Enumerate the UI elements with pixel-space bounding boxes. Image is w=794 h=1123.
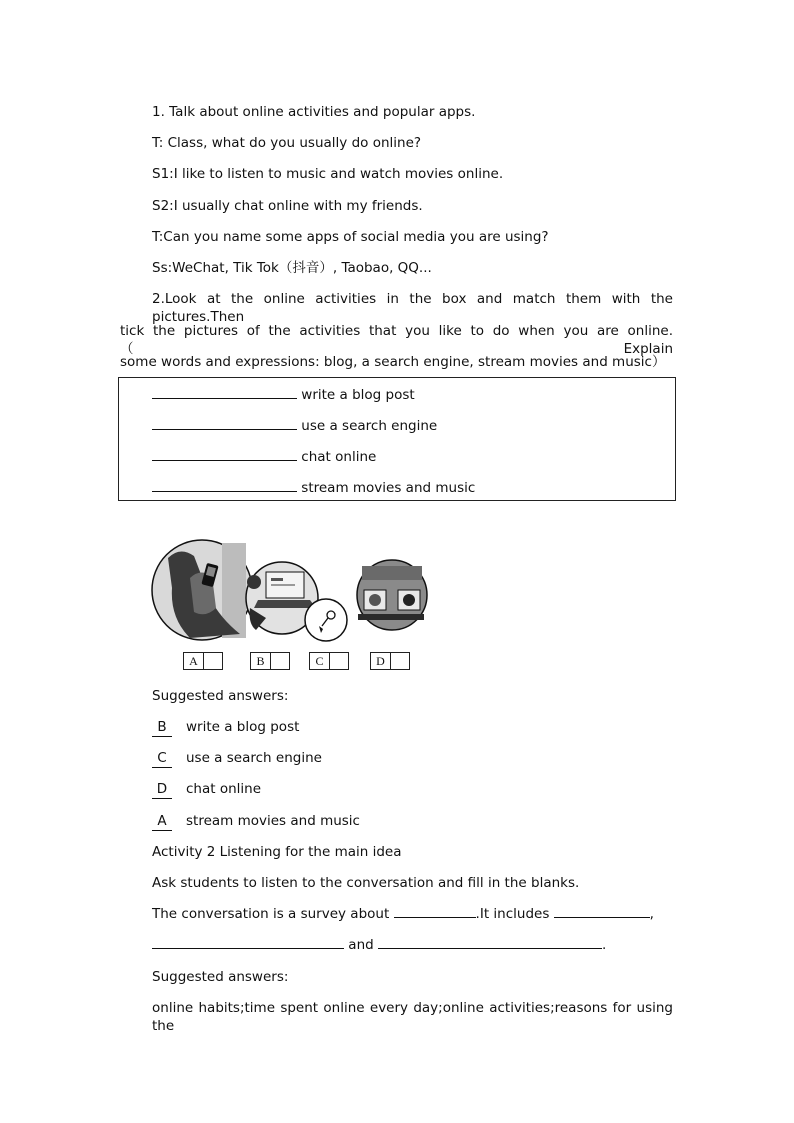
suggested-answers-title-2: Suggested answers: [152,969,289,985]
part1-heading: 1. Talk about online activities and popular apps. [152,104,476,120]
answer-blank[interactable] [152,448,297,461]
answer-blank[interactable] [152,417,297,430]
activity2-instruction: Ask students to listen to the conversation and fill in the blanks. [152,875,580,891]
picture-label-a: A [183,652,223,670]
match-item: use a search engine [152,417,437,435]
blank-item-3[interactable] [378,936,602,949]
dialogue-teacher-2: T:Can you name some apps of social media you are using? [152,229,549,245]
part2-line-1: 2.Look at the online activities in the box and match them with the pictures.Then [152,291,673,325]
picture-label-c: C [309,652,349,670]
picture-a-phone [152,540,252,640]
picture-d-chat [357,560,427,630]
answer-row: C use a search engine [152,749,322,768]
answer-blank[interactable] [152,386,297,399]
dialogue-students: Ss:WeChat, Tik Tok（抖音）, Taobao, QQ... [152,260,432,276]
answer-row: A stream movies and music [152,812,360,831]
activity-pictures [150,538,440,646]
picture-label-d: D [370,652,410,670]
answer-blank[interactable] [152,479,297,492]
picture-c-search [305,599,347,641]
match-item: stream movies and music [152,479,475,497]
blank-item-2[interactable] [152,936,344,949]
picture-label-b: B [250,652,290,670]
dialogue-student-2: S2:I usually chat online with my friends. [152,198,423,214]
fill-line-1: The conversation is a survey about .It includes , [152,906,654,922]
part2-line-3: some words and expressions: blog, a search engine, stream movies and music） [120,354,666,370]
activity2-title: Activity 2 Listening for the main idea [152,844,402,860]
matching-box [118,377,676,501]
match-item: write a blog post [152,386,415,404]
part2-line-2: tick the pictures of the activities that you like to do when you are online.（Explain [120,323,673,357]
answer-row: D chat online [152,780,261,799]
suggested-answers-title: Suggested answers: [152,688,289,704]
answer-row: B write a blog post [152,718,299,737]
suggested-answers-text: online habits;time spent online every day;online activities;reasons for using the [152,1000,673,1034]
blank-survey-topic[interactable] [394,905,476,918]
match-item: chat online [152,448,376,466]
dialogue-student-1: S1:I like to listen to music and watch movies online. [152,166,504,182]
blank-item-1[interactable] [554,905,650,918]
dialogue-teacher-1: T: Class, what do you usually do online? [152,135,422,151]
fill-line-2: and . [152,936,606,954]
